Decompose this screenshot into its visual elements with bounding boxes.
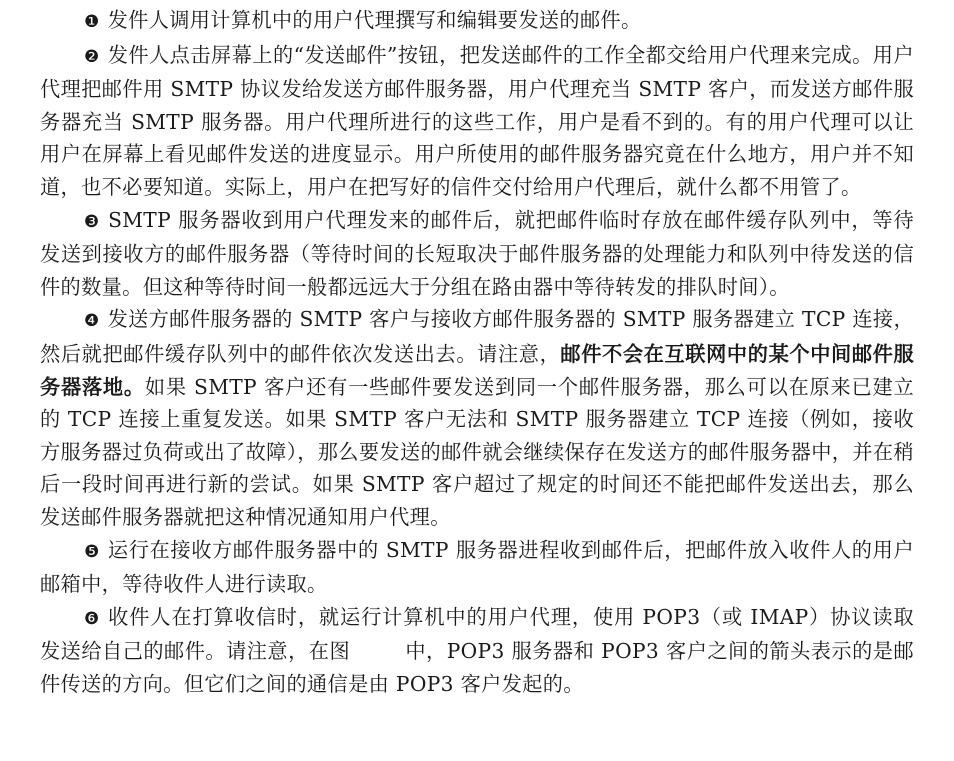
step-2-text: 发件人点击屏幕上的“发送邮件”按钮，把发送邮件的工作全都交给用户代理来完成。用户代理把邮件用 SMTP 协议发给发送方邮件服务器，用户代理充当 SMTP 客户，而发送方邮件服务器充当 SMTP 服务器。用户代理所进行的这些工作，用户是看不到的。有的用户代理可以让用户在屏幕上看见邮件发送的进度显示。用户所使用的邮件服务器究竟在什么地方，用户并不知道，也不必要知道。实际上，用户在把写好的信件交付给用户代理后，就什么都不用管了。	[40, 42, 914, 199]
paragraph-step-6	[40, 601, 914, 701]
step-5-text: 运行在接收方邮件服务器中的 SMTP 服务器进程收到邮件后，把邮件放入收件人的用户邮箱中，等待收件人进行读取。	[40, 537, 914, 597]
step-3-text: SMTP 服务器收到用户代理发来的邮件后，就把邮件临时存放在邮件缓存队列中，等待发送到接收方的邮件服务器（等待时间的长短取决于邮件服务器的处理能力和队列中待发送的信件的数量。但这种等待时间一般都远远大于分组在路由器中等待转发的排队时间）。	[40, 207, 914, 299]
step-6-marker: ❻	[84, 608, 101, 629]
step-1-marker: ❶	[84, 12, 100, 32]
step-4-text-after: 如果 SMTP 客户还有一些邮件要发送到同一个邮件服务器，那么可以在原来已建立的 TCP 连接上重复发送。如果 SMTP 客户无法和 SMTP 服务器建立 TCP 连接（例如，接收方服务器过负荷或出了故障），那么要发送的邮件就会继续保存在发送方的邮件服务器中，并在稍后一段时间再进行新的尝试。如果 SMTP 客户超过了规定的时间还不能把邮件发送出去，那么发送邮件服务器就把这种情况通知用户代理。	[40, 374, 914, 529]
step-3-marker: ❸	[84, 211, 101, 232]
document-page	[40, 4, 914, 700]
step-2-marker: ❷	[84, 46, 100, 67]
step-4-marker: ❹	[84, 311, 100, 332]
paragraph-step-2	[40, 39, 914, 204]
step-4-bold-note: 邮件不会在互联网中的某个中间邮件服务器落地。	[40, 341, 914, 399]
paragraph-step-4	[40, 303, 914, 533]
step-6-text: 收件人在打算收信时，就运行计算机中的用户代理，使用 POP3（或 IMAP）协议读取发送给自己的邮件。请注意，在图 中，POP3 服务器和 POP3 客户之间的箭头表示的是邮件传送的方向。但它们之间的通信是由 POP3 客户发起的。	[40, 604, 915, 696]
step-4-text-before: 发送方邮件服务器的 SMTP 客户与接收方邮件服务器的 SMTP 服务器建立 TCP 连接，然后就把邮件缓存队列中的邮件依次发送出去。请注意，	[40, 307, 915, 366]
paragraph-step-1	[40, 4, 914, 39]
step-1-text: 发件人调用计算机中的用户代理撰写和编辑要发送的邮件。	[107, 8, 642, 32]
paragraph-step-3	[40, 204, 914, 304]
step-5-marker: ❺	[84, 541, 100, 562]
paragraph-step-5	[40, 534, 914, 601]
